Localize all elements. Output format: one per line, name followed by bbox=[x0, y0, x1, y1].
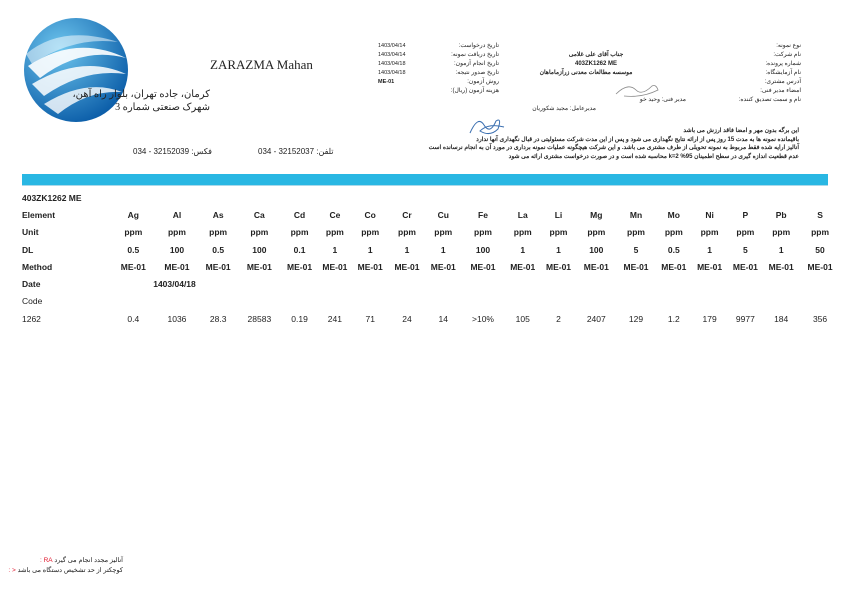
unit-row-cell: ppm bbox=[513, 227, 532, 238]
sample-value: 2 bbox=[556, 313, 561, 324]
unit-row bbox=[22, 224, 841, 241]
element-row-cell: Ce bbox=[329, 209, 341, 220]
code-row-label: Code bbox=[22, 296, 43, 307]
file-id: 403ZK1262 ME bbox=[22, 192, 82, 203]
element-row-cell: Mo bbox=[667, 209, 680, 220]
header-middle-values bbox=[378, 42, 418, 87]
sample-value: 1.2 bbox=[667, 313, 680, 324]
unit-row-cell: ppm bbox=[736, 227, 755, 238]
footnote-ra bbox=[40, 556, 123, 564]
dl-row-cell: 0.5 bbox=[667, 244, 680, 255]
method-row-cell: ME-01 bbox=[287, 261, 313, 272]
element-row-cell: Al bbox=[172, 209, 182, 220]
sample-value: 129 bbox=[628, 313, 644, 324]
footnote-text: آنالیز مجدد انجام می گیرد bbox=[54, 557, 123, 564]
file-id-row bbox=[22, 189, 841, 206]
method-row-cell: ME-01 bbox=[394, 261, 420, 272]
unit-row-cell: ppm bbox=[250, 227, 269, 238]
results-table bbox=[22, 189, 841, 327]
element-row-cell: La bbox=[517, 209, 528, 220]
label-test-date: تاریخ انجام آزمون: bbox=[454, 61, 499, 67]
method-row-cell: ME-01 bbox=[120, 261, 146, 272]
sample-code: 1262 bbox=[22, 313, 41, 324]
dl-row-cell: 0.5 bbox=[127, 244, 140, 255]
method-row-cell: ME-01 bbox=[510, 261, 536, 272]
method-row-cell: ME-01 bbox=[322, 261, 348, 272]
method-row-cell: ME-01 bbox=[732, 261, 758, 272]
method-row bbox=[22, 258, 841, 275]
method-row-cell: ME-01 bbox=[246, 261, 272, 272]
element-row-cell: Ag bbox=[127, 209, 139, 220]
company-address bbox=[50, 88, 210, 114]
element-row-cell: As bbox=[212, 209, 224, 220]
sample-value: 24 bbox=[402, 313, 412, 324]
method-row-cell: ME-01 bbox=[546, 261, 572, 272]
unit-row-cell: ppm bbox=[361, 227, 380, 238]
dl-row-cell: 1 bbox=[556, 244, 561, 255]
header-right-row: نوع نمونه: bbox=[776, 43, 801, 49]
report-notes bbox=[270, 127, 799, 161]
sample-value: 28583 bbox=[247, 313, 272, 324]
unit-row-cell: ppm bbox=[549, 227, 568, 238]
sample-row bbox=[22, 310, 841, 327]
dl-row-cell: 5 bbox=[743, 244, 748, 255]
ceo: مدیرعامل: مجید شکوریان bbox=[532, 106, 596, 112]
sample-value: 0.19 bbox=[291, 313, 308, 324]
dl-row-cell: 100 bbox=[475, 244, 491, 255]
method-row-cell: ME-01 bbox=[807, 261, 833, 272]
label-method: روش آزمون: bbox=[467, 79, 499, 85]
method-row-cell: ME-01 bbox=[661, 261, 687, 272]
unit-row-cell: ppm bbox=[700, 227, 719, 238]
sample-value: 28.3 bbox=[209, 313, 227, 324]
element-row-cell: Fe bbox=[478, 209, 488, 220]
request-date: 1403/04/14 bbox=[378, 43, 406, 49]
issue-date: 1403/04/18 bbox=[378, 70, 406, 76]
element-row bbox=[22, 206, 841, 223]
unit-row-cell: ppm bbox=[167, 227, 186, 238]
element-row-cell: S bbox=[817, 209, 823, 220]
dl-row-label: DL bbox=[22, 244, 34, 255]
sample-value: 9977 bbox=[735, 313, 755, 324]
tech-manager: مدیر فنی: وحید خو bbox=[639, 97, 686, 103]
dl-row-cell: 1 bbox=[520, 244, 526, 255]
dl-row-cell: 1 bbox=[404, 244, 410, 255]
sample-value: 179 bbox=[702, 313, 717, 324]
customer-name: جناب آقای علی غلامی bbox=[568, 52, 624, 58]
unit-row-cell: ppm bbox=[772, 227, 791, 238]
dl-row-cell: 1 bbox=[367, 244, 373, 255]
unit-row-cell: ppm bbox=[811, 227, 830, 238]
header-right-row: نام شرکت: bbox=[773, 52, 801, 58]
method-row-cell: ME-01 bbox=[768, 261, 794, 272]
company-name: ZARAZMA Mahan bbox=[210, 57, 313, 72]
footnote-less-than bbox=[8, 566, 123, 574]
code-row bbox=[22, 293, 841, 310]
sample-value: 184 bbox=[774, 313, 789, 324]
header-right-row: نام آزمایشگاه: bbox=[765, 70, 801, 76]
sample-value: 71 bbox=[365, 313, 375, 324]
header-right-row: امضاء مدیر فنی: bbox=[760, 88, 801, 94]
date-row-label: Date bbox=[22, 279, 41, 290]
unit-row-cell: ppm bbox=[664, 227, 683, 238]
dl-row-cell: 1 bbox=[707, 244, 712, 255]
element-row-cell: Ni bbox=[705, 209, 714, 220]
test-method: ME-01 bbox=[378, 79, 395, 85]
element-row-cell: Co bbox=[364, 209, 376, 220]
sample-value: >10% bbox=[472, 313, 494, 324]
dl-row-cell: 0.1 bbox=[293, 244, 306, 255]
element-row-cell: Cr bbox=[402, 209, 412, 220]
unit-row-cell: ppm bbox=[627, 227, 645, 238]
method-row-cell: ME-01 bbox=[623, 261, 649, 272]
unit-row-cell: ppm bbox=[325, 227, 344, 238]
dl-row-cell: 1 bbox=[778, 244, 784, 255]
header-right-row: نام و سمت تصدیق کننده: bbox=[738, 97, 801, 103]
element-row-cell: Mg bbox=[590, 209, 603, 220]
footnote-key: < : bbox=[8, 567, 16, 574]
unit-row-label: Unit bbox=[22, 227, 39, 238]
element-row-cell: Li bbox=[554, 209, 563, 220]
method-row-cell: ME-01 bbox=[430, 261, 456, 272]
sample-value: 356 bbox=[812, 313, 828, 324]
element-row-cell: Ca bbox=[253, 209, 265, 220]
date-value: 1403/04/18 bbox=[153, 279, 196, 290]
dl-row bbox=[22, 241, 841, 258]
method-row-cell: ME-01 bbox=[583, 261, 609, 272]
label-issue-date: تاریخ صدور نتیجه: bbox=[455, 70, 499, 76]
footnote-text: کوچکتر از حد تشخیص دستگاه می باشد bbox=[17, 567, 123, 574]
label-request-date: تاریخ درخواست: bbox=[458, 43, 499, 49]
unit-row-cell: ppm bbox=[124, 227, 143, 238]
sample-value: 1036 bbox=[167, 313, 187, 324]
dl-row-cell: 1 bbox=[332, 244, 338, 255]
method-row-cell: ME-01 bbox=[164, 261, 190, 272]
method-row-cell: ME-01 bbox=[357, 261, 383, 272]
unit-row-cell: ppm bbox=[398, 227, 416, 238]
element-row-cell: Mn bbox=[629, 209, 643, 220]
dl-row-cell: 100 bbox=[169, 244, 185, 255]
sample-value: 0.4 bbox=[127, 313, 140, 324]
phone: تلفن: 32152037 - 034 bbox=[258, 147, 334, 156]
element-row-cell: P bbox=[742, 209, 749, 220]
address-line-1: کرمان، جاده تهران، بلوار راه آهن، bbox=[72, 89, 210, 100]
note-line: این برگه بدون مهر و امضا فاقد ارزش می باشد bbox=[683, 128, 799, 134]
header-middle-labels bbox=[427, 42, 499, 96]
file-number: 403ZK1262 ME bbox=[574, 61, 618, 67]
signature-tech-manager bbox=[612, 80, 662, 102]
dl-row-cell: 0.5 bbox=[212, 244, 225, 255]
note-line: باقیمانده نمونه ها به مدت 15 روز پس از ارائه نتایج نگهداری می شود و پس از این مدت شرکت مسئولیتی در قبال نگهداری آنها ندارد bbox=[476, 136, 799, 143]
fax: فکس: 32152039 - 034 bbox=[133, 147, 212, 156]
footnote-key: RA : bbox=[39, 557, 53, 564]
sample-value: 105 bbox=[515, 313, 530, 324]
header-right-row: شماره پرونده: bbox=[765, 61, 801, 67]
method-row-cell: ME-01 bbox=[697, 261, 723, 272]
unit-row-cell: ppm bbox=[474, 227, 492, 238]
header-divider-line bbox=[22, 185, 828, 186]
unit-row-cell: ppm bbox=[434, 227, 453, 238]
sample-value: 2407 bbox=[586, 313, 606, 324]
address-line-2: شهرک صنعتی شماره 3 bbox=[115, 102, 210, 113]
method-row-cell: ME-01 bbox=[205, 261, 231, 272]
date-row bbox=[22, 275, 841, 292]
sample-value: 241 bbox=[327, 313, 342, 324]
unit-row-cell: ppm bbox=[209, 227, 228, 238]
label-receive-date: تاریخ دریافت نمونه: bbox=[451, 52, 499, 58]
dl-row-cell: 100 bbox=[589, 244, 604, 255]
unit-row-cell: ppm bbox=[587, 227, 606, 238]
dl-row-cell: 5 bbox=[633, 244, 639, 255]
method-row-label: Method bbox=[22, 261, 53, 272]
unit-row-cell: ppm bbox=[290, 227, 309, 238]
dl-row-cell: 50 bbox=[815, 244, 825, 255]
method-row-cell: ME-01 bbox=[470, 261, 496, 272]
note-line: آنالیز ارایه شده فقط مربوط به نمونه تحویلی از طرف مشتری می باشد. و این شرکت هیچگونه عملیات نمونه برداری در مورد آن به انجام نرسانده است bbox=[428, 145, 799, 152]
header-divider-bar bbox=[22, 174, 828, 185]
element-row-cell: Cd bbox=[293, 209, 306, 220]
note-line: عدم قطعیت اندازه گیری در سطح اطمینان 95% k=2 محاسبه شده است و در صورت درخواست مشتری ارائه می شود bbox=[508, 153, 799, 160]
sample-value: 14 bbox=[438, 313, 448, 324]
receive-date: 1403/04/14 bbox=[378, 52, 406, 58]
element-row-cell: Cu bbox=[437, 209, 449, 220]
header-right-row: آدرس مشتری: bbox=[764, 79, 801, 85]
element-row-cell: Pb bbox=[775, 209, 787, 220]
dl-row-cell: 100 bbox=[252, 244, 267, 255]
test-date: 1403/04/18 bbox=[378, 61, 406, 67]
lab-name: موسسه مطالعات معدنی زرآزماماهان bbox=[539, 70, 633, 76]
dl-row-cell: 1 bbox=[440, 244, 446, 255]
label-cost: هزینه آزمون (ریال): bbox=[450, 88, 499, 94]
element-row-label: Element bbox=[22, 209, 56, 220]
